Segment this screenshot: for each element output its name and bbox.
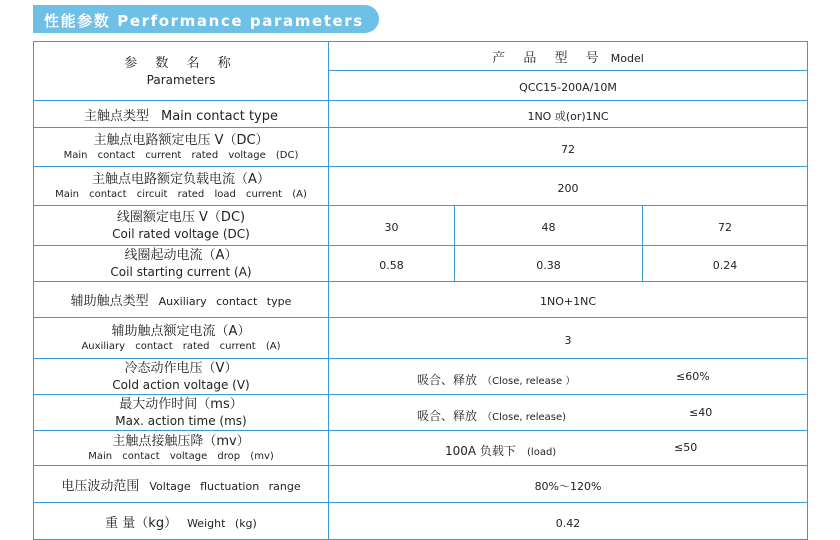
parameters-header-cell — [34, 42, 329, 101]
param-en: Coil rated voltage (DC) — [112, 227, 250, 241]
param-cell — [34, 282, 329, 318]
param-en: Weight (kg) — [187, 516, 257, 530]
condition-en: （Close, release) — [482, 411, 567, 423]
value-cell — [455, 246, 643, 282]
param-cell — [34, 503, 329, 540]
param-en: Main contact type — [161, 108, 278, 124]
table-row — [34, 431, 808, 466]
param-cn: 辅助触点额定电流（A） — [111, 323, 251, 339]
table-row — [34, 101, 808, 128]
value-cell — [329, 282, 808, 318]
value-cell — [329, 395, 808, 431]
param-cell — [34, 128, 329, 167]
condition-cn: 100A 负载下 — [445, 444, 516, 458]
param-cn: 电压波动范围 — [61, 478, 140, 494]
param-cell — [34, 395, 329, 431]
param-cn: 主触点接触压降（mv） — [112, 433, 250, 449]
parameters-header-cn: 参 数 名 称 — [124, 55, 238, 71]
table-row — [34, 246, 808, 282]
param-cell — [34, 431, 329, 466]
condition-en: (load) — [527, 447, 557, 458]
table-row — [34, 128, 808, 167]
param-cell — [34, 359, 329, 395]
header-row — [34, 42, 808, 71]
value-cell — [329, 246, 455, 282]
param-value: 1NO+1NC — [540, 295, 597, 308]
param-en: Main contact circuit rated load current (A) — [55, 188, 307, 200]
param-value: 0.42 — [555, 516, 581, 530]
param-value: 1NO 或(or)1NC — [527, 109, 609, 123]
coil-voltage-48: 48 — [541, 221, 556, 234]
param-value: 3 — [564, 333, 572, 347]
value-cell — [643, 206, 808, 246]
value-cell — [329, 503, 808, 540]
param-cell — [34, 101, 329, 128]
value-cell — [455, 206, 643, 246]
param-en: Voltage fluctuation range — [149, 479, 301, 493]
param-en: Cold action voltage (V) — [112, 378, 250, 392]
coil-voltage-30: 30 — [384, 221, 399, 234]
param-en: Coil starting current (A) — [110, 265, 252, 279]
param-cell — [34, 206, 329, 246]
value-cell — [329, 101, 808, 128]
coil-current-1: 0.58 — [379, 259, 404, 272]
param-cell — [34, 318, 329, 359]
param-cell — [34, 246, 329, 282]
value-cell — [643, 246, 808, 282]
param-cell — [34, 466, 329, 503]
condition-cn: 吸合、释放 — [417, 408, 478, 423]
table-row — [34, 503, 808, 540]
param-en: Main contact voltage drop (mv) — [88, 450, 274, 462]
table-row — [34, 318, 808, 359]
param-en: Max. action time (ms) — [115, 414, 247, 428]
value-cell — [329, 206, 455, 246]
model-value: QCC15-200A/10M — [519, 81, 617, 94]
condition-en: （Close, release ） — [482, 375, 576, 387]
value-cell — [329, 318, 808, 359]
coil-current-3: 0.24 — [712, 259, 738, 272]
param-cn: 最大动作时间（ms） — [119, 397, 243, 412]
model-value-cell — [329, 71, 808, 101]
performance-table — [33, 41, 808, 540]
parameters-header-en: Parameters — [146, 72, 216, 87]
value-cell — [329, 359, 808, 395]
param-cn: 辅助触点类型 — [70, 294, 149, 309]
model-header-cell — [329, 42, 808, 71]
table-row — [34, 206, 808, 246]
param-cell — [34, 167, 329, 206]
table-row — [34, 359, 808, 395]
param-cn: 冷态动作电压（V） — [124, 361, 238, 376]
table-row — [34, 466, 808, 503]
param-cn: 主触点电路额定电压 V（DC） — [93, 132, 269, 148]
param-cn: 主触点电路额定负载电流（A） — [92, 171, 270, 187]
param-value: 72 — [561, 142, 576, 156]
table-row — [34, 167, 808, 206]
value-cell — [329, 466, 808, 503]
param-cn: 重 量（kg） — [105, 515, 178, 531]
param-value: ≤60% — [676, 369, 710, 383]
param-en: Auxiliary contact rated current (A) — [81, 340, 281, 352]
condition-cn: 吸合、释放 — [417, 372, 478, 387]
param-en: Auxiliary contact type — [158, 295, 292, 308]
value-cell — [329, 431, 808, 466]
model-header-cn: 产 品 型 号 — [492, 50, 606, 66]
model-header-en: Model — [610, 51, 644, 65]
value-cell — [329, 167, 808, 206]
param-value: 80%～120% — [534, 479, 602, 493]
coil-current-2: 0.38 — [536, 259, 561, 272]
value-cell — [329, 128, 808, 167]
param-cn: 主触点类型 — [83, 108, 149, 124]
table-row — [34, 282, 808, 318]
param-en: Main contact current rated voltage (DC) — [63, 149, 299, 161]
param-cn: 线圈起动电流（A） — [124, 248, 238, 263]
section-title: 性能参数 Performance parameters — [44, 12, 364, 30]
param-value: 200 — [557, 181, 579, 195]
param-value: ≤40 — [689, 405, 713, 419]
coil-voltage-72: 72 — [718, 221, 733, 234]
table-row — [34, 395, 808, 431]
param-value: ≤50 — [674, 441, 698, 454]
section-banner — [33, 5, 379, 33]
param-cn: 线圈额定电压 V（DC) — [116, 210, 246, 225]
